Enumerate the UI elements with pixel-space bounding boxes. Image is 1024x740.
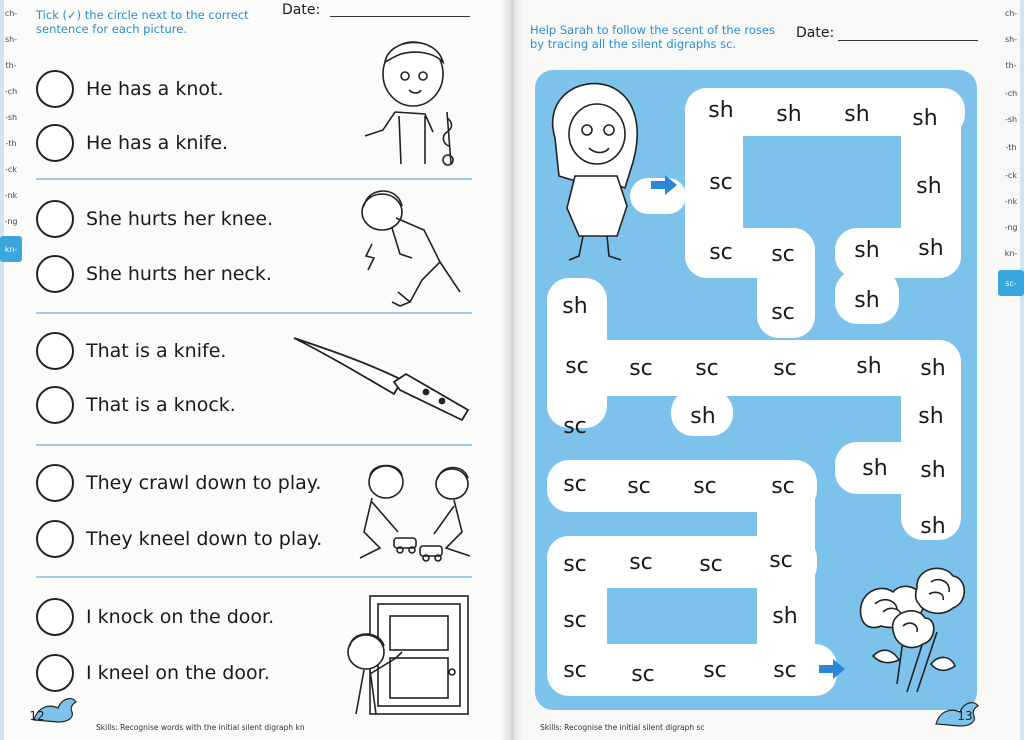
side-tab-active[interactable]: sc- <box>998 270 1024 296</box>
tick-circle[interactable] <box>36 386 74 424</box>
date-line[interactable] <box>330 16 470 17</box>
side-tab[interactable]: -nk <box>4 190 18 200</box>
side-tab[interactable]: -ng <box>4 216 18 226</box>
maze-cell[interactable]: sc <box>631 661 655 687</box>
maze-cell[interactable]: sc <box>771 241 795 267</box>
page-number: 13 <box>957 709 973 723</box>
side-tab[interactable]: kn- <box>1004 248 1018 258</box>
maze-cell[interactable]: sh <box>920 513 946 539</box>
maze-cell[interactable]: sc <box>709 239 733 265</box>
maze-cell[interactable]: sc <box>563 551 587 577</box>
maze-cell[interactable]: sh <box>918 403 944 429</box>
maze-cell[interactable]: sc <box>563 657 587 683</box>
side-tab[interactable]: th- <box>5 60 17 70</box>
maze-cell[interactable]: sh <box>854 287 880 313</box>
answer-option[interactable] <box>36 70 223 108</box>
side-tab[interactable]: -sh <box>1004 114 1018 124</box>
side-tab[interactable]: -nk <box>1004 196 1018 206</box>
maze-cell[interactable]: sh <box>776 101 802 127</box>
maze-cell[interactable]: sc <box>563 607 587 633</box>
date-line[interactable] <box>838 40 978 41</box>
side-tab[interactable]: -th <box>1005 142 1017 152</box>
maze-cell[interactable]: sh <box>920 457 946 483</box>
left-worksheet-page <box>0 0 510 740</box>
side-tab[interactable]: -ng <box>1004 222 1018 232</box>
maze-cell[interactable]: sc <box>563 471 587 497</box>
side-tab[interactable]: ch- <box>1004 8 1018 18</box>
maze-cell[interactable]: sh <box>912 105 938 131</box>
maze-cell[interactable]: sh <box>562 293 588 319</box>
sentence-text: That is a knife. <box>86 340 227 362</box>
side-tab[interactable]: th- <box>1005 60 1017 70</box>
maze-cell[interactable]: sh <box>920 355 946 381</box>
maze-cell[interactable]: sc <box>627 473 651 499</box>
side-tab[interactable]: -ch <box>4 86 18 96</box>
sentence-text: She hurts her neck. <box>86 263 272 285</box>
tick-circle[interactable] <box>36 255 74 293</box>
side-tab[interactable]: sh- <box>4 34 18 44</box>
maze-cell[interactable]: sh <box>918 235 944 261</box>
instruction-text: Tick (✓) the circle next to the correct sentence for each picture. <box>36 8 249 36</box>
maze-cell[interactable]: sc <box>771 299 795 325</box>
maze-cell[interactable]: sc <box>709 169 733 195</box>
maze-cell[interactable]: sh <box>916 173 942 199</box>
boy-knocking-on-door-picture <box>340 592 472 718</box>
tick-circle[interactable] <box>36 598 74 636</box>
side-tab[interactable]: -sh <box>4 112 18 122</box>
roses-picture <box>853 560 971 698</box>
sarah-girl-picture <box>539 78 643 264</box>
side-tab[interactable]: -ck <box>5 164 17 174</box>
maze-cell[interactable]: sc <box>565 353 589 379</box>
knife-picture <box>290 334 474 424</box>
answer-option[interactable] <box>36 124 228 162</box>
answer-option[interactable] <box>36 332 226 370</box>
sentence-text: He has a knot. <box>86 78 224 100</box>
maze-cell[interactable]: sh <box>854 237 880 263</box>
side-tab[interactable]: -ch <box>1004 88 1018 98</box>
maze-cell[interactable]: sc <box>629 355 653 381</box>
maze-cell[interactable]: sh <box>862 455 888 481</box>
side-tab-active[interactable]: kn- <box>0 236 22 262</box>
answer-option[interactable] <box>36 386 236 424</box>
answer-option[interactable] <box>36 598 274 636</box>
sentence-text: I knock on the door. <box>86 606 275 628</box>
page-number: 12 <box>29 709 45 723</box>
maze-cell[interactable]: sc <box>771 473 795 499</box>
tick-circle[interactable] <box>36 200 74 238</box>
tick-circle[interactable] <box>36 520 74 558</box>
side-tab[interactable]: -th <box>5 138 17 148</box>
maze-cell[interactable]: sh <box>856 353 882 379</box>
tick-circle[interactable] <box>36 70 74 108</box>
answer-option[interactable] <box>36 520 322 558</box>
sentence-text: They crawl down to play. <box>86 472 322 494</box>
answer-option[interactable] <box>36 464 321 502</box>
maze-cell[interactable]: sh <box>772 603 798 629</box>
section-divider <box>36 444 472 446</box>
maze-cell[interactable]: sh <box>844 101 870 127</box>
maze-cell[interactable]: sc <box>769 547 793 573</box>
instruction-text: Help Sarah to follow the scent of the roses by tracing all the silent digraphs sc. <box>530 23 775 51</box>
tick-circle[interactable] <box>36 332 74 370</box>
date-label: Date: <box>796 25 835 41</box>
skills-footer: Skills: Recognise words with the initial silent digraph kn <box>96 723 305 732</box>
maze-cell[interactable]: sc <box>695 355 719 381</box>
section-divider <box>36 312 472 314</box>
sentence-text: That is a knock. <box>86 394 236 416</box>
maze-cell[interactable]: sh <box>690 403 716 429</box>
digraph-maze <box>535 70 977 710</box>
girl-holding-knee-picture <box>352 184 472 308</box>
end-arrow-icon <box>817 658 847 680</box>
maze-cell[interactable]: sc <box>693 473 717 499</box>
boy-holding-knotted-rope-picture <box>355 32 465 172</box>
answer-option[interactable] <box>36 255 272 293</box>
answer-option[interactable] <box>36 200 273 238</box>
sentence-text: They kneel down to play. <box>86 528 323 550</box>
maze-cell[interactable]: sc <box>773 355 797 381</box>
maze-cell[interactable]: sc <box>629 549 653 575</box>
maze-cell[interactable]: sc <box>563 413 587 439</box>
start-arrow-icon <box>649 174 679 196</box>
sentence-text: He has a knife. <box>86 132 229 154</box>
side-tab[interactable]: -ck <box>1005 170 1017 180</box>
maze-cell[interactable]: sc <box>699 551 723 577</box>
maze-cell[interactable]: sc <box>703 657 727 683</box>
children-kneeling-with-toy-cars-picture <box>350 462 486 568</box>
maze-cell[interactable]: sh <box>708 97 734 123</box>
tick-circle[interactable] <box>36 464 74 502</box>
date-label: Date: <box>282 2 321 18</box>
skills-footer: Skills: Recognise the initial silent digraph sc <box>540 723 705 732</box>
side-tab[interactable]: sh- <box>1004 34 1018 44</box>
book-spine-shadow <box>500 0 524 740</box>
left-side-tabs <box>0 0 22 740</box>
side-tab[interactable]: ch- <box>4 8 18 18</box>
sentence-text: She hurts her knee. <box>86 208 274 230</box>
section-divider <box>36 178 472 180</box>
tick-circle[interactable] <box>36 124 74 162</box>
maze-cell[interactable]: sc <box>773 657 797 683</box>
right-side-tabs <box>998 0 1024 740</box>
sentence-text: I kneel on the door. <box>86 662 270 684</box>
section-divider <box>36 576 472 578</box>
